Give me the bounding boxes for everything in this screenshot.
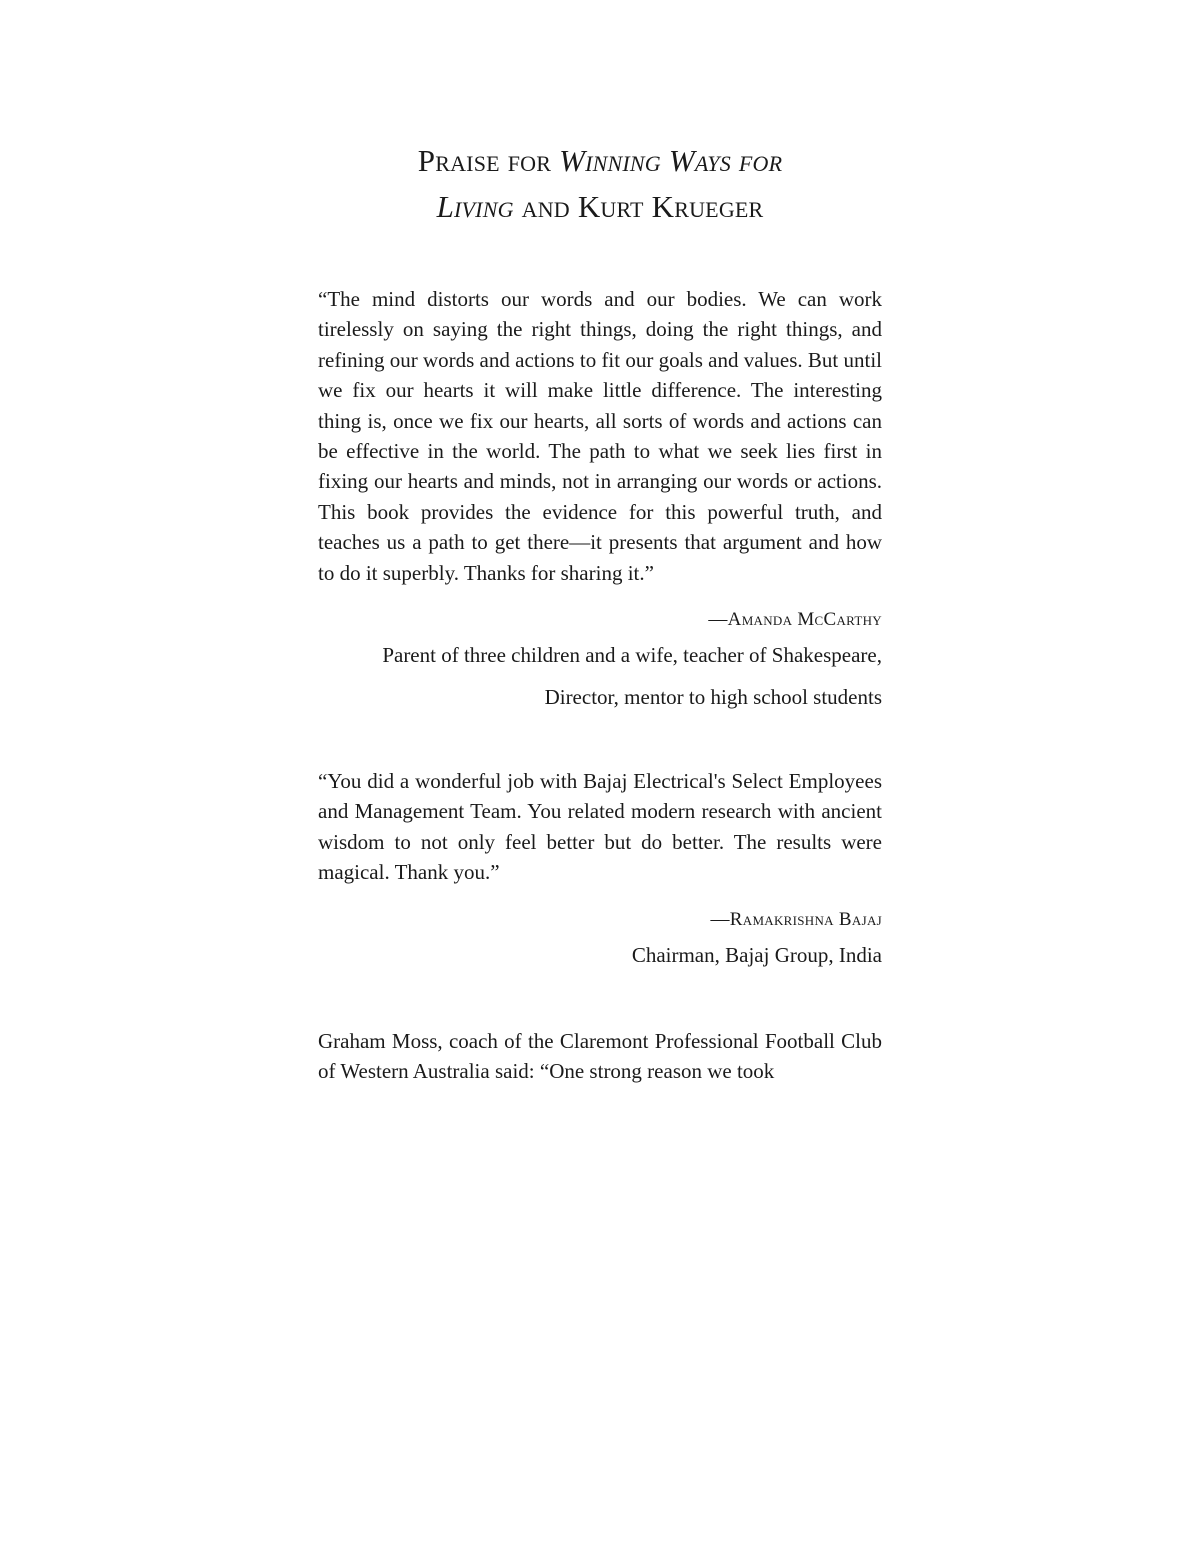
title-suffix: and Kurt Krueger <box>513 189 764 224</box>
testimonial-author: —Ramakrishna Bajaj <box>710 908 882 930</box>
testimonial-author-role: Chairman, Bajaj Group, India <box>631 942 882 967</box>
testimonial-quote: “You did a wonderful job with Bajaj Electrical's Select Employees and Management Team. You related modern research with ancient wisdom to not only feel better but do better. The results were magical. Thank you.” <box>318 769 882 885</box>
section-spacer <box>318 976 882 1026</box>
testimonial-mccarthy <box>318 284 882 718</box>
testimonial-bajaj <box>318 766 882 976</box>
page-title <box>300 138 900 230</box>
testimonial-author: —Amanda McCarthy <box>708 609 882 631</box>
section-spacer <box>318 718 882 766</box>
testimonial-quote: “The mind distorts our words and our bodies. We can work tirelessly on saying the right things, doing the right things, and refining our words and actions to fit our goals and values. But until we fix our hearts it will make little difference. The interesting thing is, once we fix our hearts, all sorts of words and actions can be effective in the world. The path to what we seek lies first in fixing our hearts and minds, not in arranging our words or actions. This book provides the evidence for this powerful truth, and teaches us a path to get there—it presents that argument and how to do it superbly. Thanks for sharing it.” <box>318 287 882 585</box>
title-book-part2: Living <box>436 189 514 224</box>
testimonial-author-role: Director, mentor to high school students <box>544 685 882 710</box>
testimonial-author-role: Parent of three children and a wife, teacher of Shakespeare, <box>382 643 882 668</box>
testimonial-moss <box>318 1026 882 1087</box>
title-prefix: Praise for <box>417 143 560 178</box>
title-book-part1: Winning Ways for <box>559 143 783 178</box>
testimonials <box>318 284 882 1087</box>
testimonial-quote: Graham Moss, coach of the Claremont Professional Football Club of Western Australia said: “One strong reason we took <box>318 1028 882 1084</box>
